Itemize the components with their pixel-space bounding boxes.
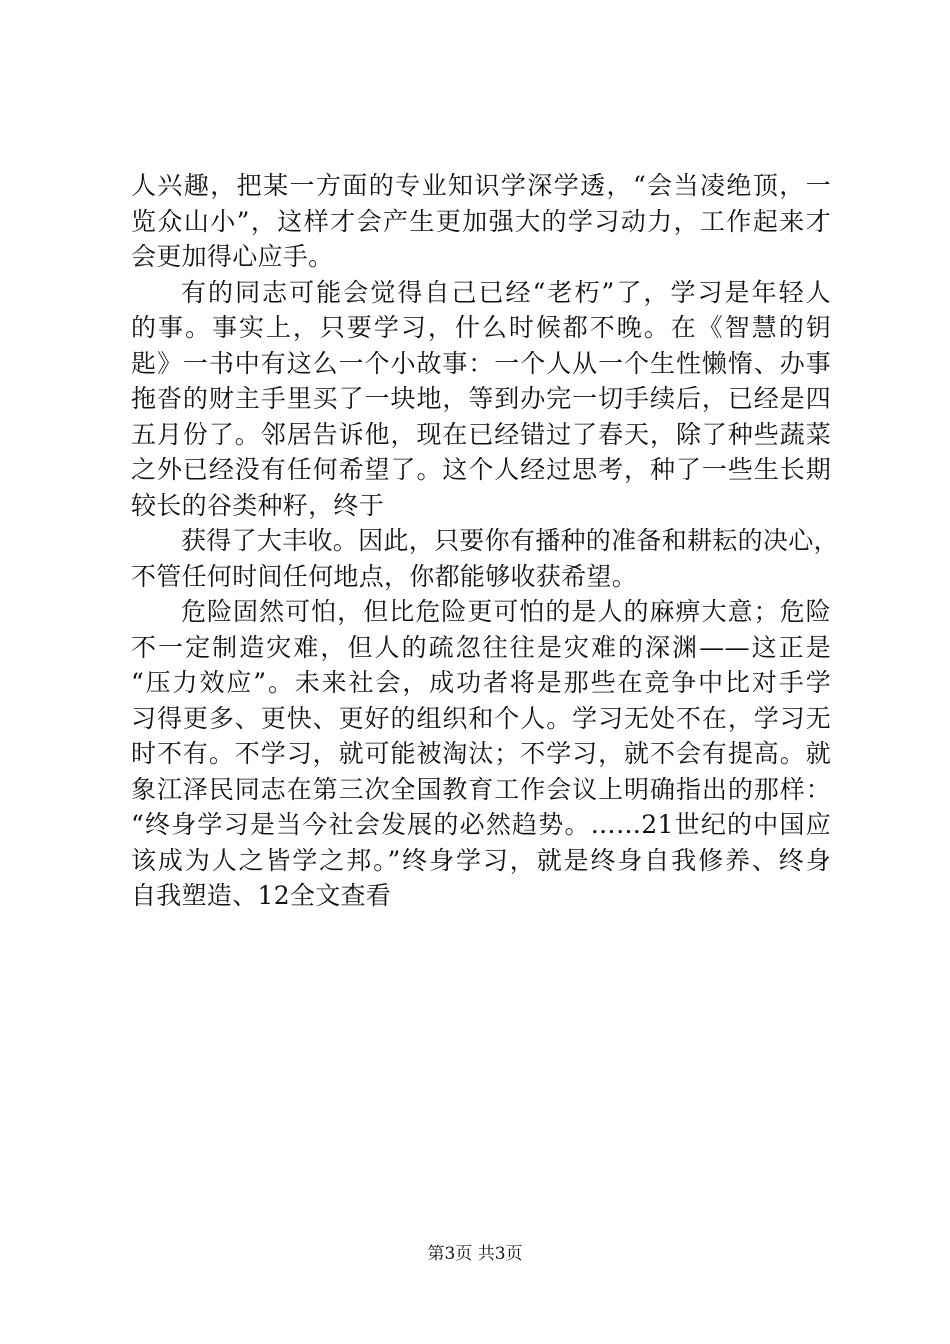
text-line: 象江泽民同志在第三次全国教育工作会议上明确指出的那样： (131, 774, 831, 804)
document-body (131, 168, 839, 914)
text-line: 该成为人之皆学之邦。”终身学习，就是终身自我修养、终身 (131, 845, 831, 875)
text-line: 览众山小”，这样才会产生更加强大的学习动力，工作起来才 (131, 206, 831, 236)
text-line: 不一定制造灾难，但人的疏忽往往是灾难的深渊——这正是 (131, 632, 831, 662)
page-number-footer: 第3页 共3页 (427, 1244, 523, 1264)
text-line: 不管任何时间任何地点，你都能够收获希望。 (131, 561, 638, 591)
text-line: 较长的谷类种籽，终于 (131, 490, 385, 520)
text-line: “压力效应”。未来社会，成功者将是那些在竞争中比对手学 (131, 668, 831, 697)
text-line: 五月份了。邻居告诉他，现在已经错过了春天，除了种些蔬菜 (131, 419, 831, 449)
text-line: 匙》一书中有这么一个小故事：一个人从一个生性懒惰、办事 (131, 348, 831, 378)
text-line: “终身学习是当今社会发展的必然趋势。……21世纪的中国应 (131, 810, 831, 839)
text-line: 时不有。不学习，就可能被淘汰；不学习，就不会有提高。就 (131, 739, 831, 768)
text-line: 习得更多、更快、更好的组织和个人。学习无处不在，学习无 (131, 703, 831, 733)
text-line: 有的同志可能会觉得自己已经“老朽”了，学习是年轻人 (181, 277, 831, 307)
text-line: 的事。事实上，只要学习，什么时候都不晚。在《智慧的钥 (131, 313, 831, 342)
text-line: 自我塑造、12全文查看 (131, 881, 392, 910)
text-line: 会更加得心应手。 (131, 242, 334, 271)
text-line: 危险固然可怕，但比危险更可怕的是人的麻痹大意；危险 (181, 597, 831, 626)
text-line: 获得了大丰收。因此，只要你有播种的准备和耕耘的决心， (181, 526, 839, 555)
text-line: 人兴趣，把某一方面的专业知识学深学透，“会当凌绝顶，一 (131, 171, 831, 200)
text-line: 之外已经没有任何希望了。这个人经过思考，种了一些生长期 (131, 455, 831, 484)
text-line: 拖沓的财主手里买了一块地，等到办完一切手续后，已经是四 (131, 384, 831, 413)
